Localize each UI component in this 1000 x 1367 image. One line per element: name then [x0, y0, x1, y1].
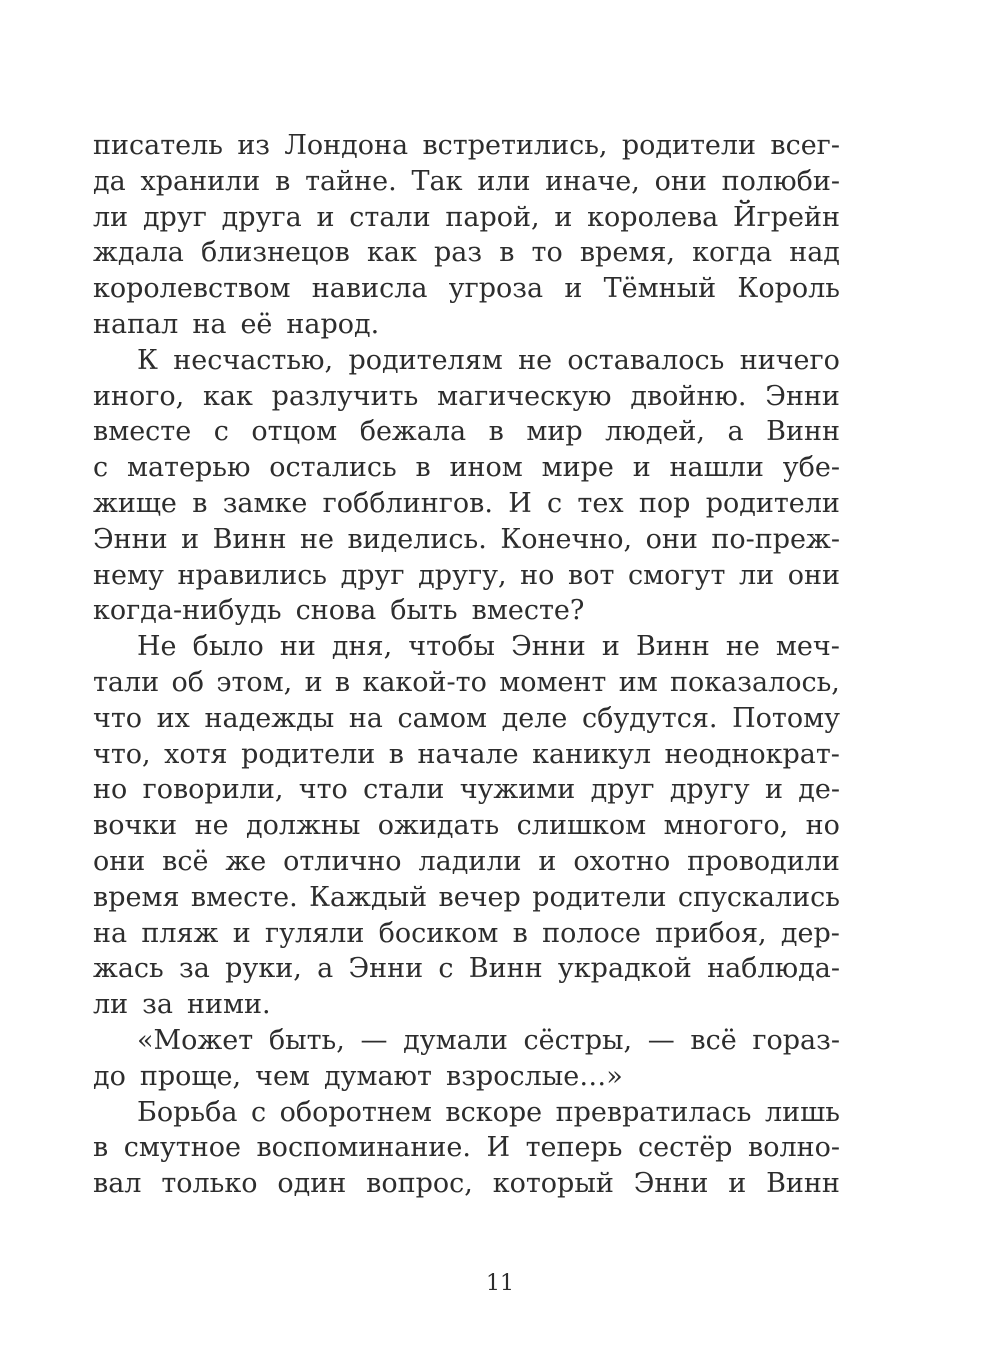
text-line: К несчастью, родителям не оставалось ничего: [137, 344, 840, 376]
text-line: на пляж и гуляли босиком в полосе прибоя, дер-: [93, 917, 840, 949]
text-line: но говорили, что стали чужими друг другу и де-: [93, 774, 840, 806]
text-line: да хранили в тайне. Так или иначе, они полюби-: [93, 165, 840, 197]
page-number: 11: [486, 1271, 514, 1296]
text-line: время вместе. Каждый вечер родители спускались: [93, 881, 840, 913]
text-line: до проще, чем думают взрослые…»: [93, 1060, 623, 1092]
text-line: когда-нибудь снова быть вместе?: [93, 595, 585, 627]
text-line: писатель из Лондона встретились, родители всег-: [93, 130, 840, 161]
text-line: с матерью остались в ином мире и нашли убе-: [93, 452, 840, 484]
text-line: ли друг друга и стали парой, и королева Йгрейн: [93, 201, 840, 233]
paragraph: [93, 343, 840, 629]
text-line: вал только один вопрос, который Энни и Винн: [93, 1168, 840, 1200]
text-line: Энни и Винн не виделись. Конечно, они по-преж-: [93, 523, 840, 555]
text-line: «Может быть, — думали сёстры, — всё гораз-: [137, 1024, 840, 1056]
paragraph: [93, 1023, 840, 1095]
text-line: Борьба с оборотнем вскоре превратилась лишь: [137, 1096, 840, 1128]
paragraph: [93, 629, 840, 1023]
text-line: вочки не должны ожидать слишком многого, но: [93, 810, 840, 842]
text-line: жище в замке гобблингов. И с тех пор родители: [93, 487, 840, 519]
text-line: в смутное воспоминание. И теперь сестёр волно-: [93, 1132, 840, 1164]
text-line: они всё же отлично ладили и охотно проводили: [93, 845, 840, 877]
text-line: жась за руки, а Энни с Винн украдкой наблюда-: [93, 953, 840, 985]
paragraph: [93, 128, 840, 343]
text-line: тали об этом, и в какой-то момент им показалось,: [93, 666, 840, 698]
text-line: вместе с отцом бежала в мир людей, а Винн: [93, 416, 840, 448]
body-text: [93, 128, 840, 1202]
text-line: что их надежды на самом деле сбудутся. Потому: [93, 702, 840, 734]
text-line: королевством нависла угроза и Тёмный Король: [93, 273, 840, 305]
paragraph: [93, 1095, 840, 1202]
text-line: нему нравились друг другу, но вот смогут ли они: [93, 559, 840, 591]
text-line: что, хотя родители в начале каникул неоднократ-: [93, 738, 840, 770]
text-line: ли за ними.: [93, 989, 271, 1021]
text-line: напал на её народ.: [93, 308, 380, 340]
text-line: иного, как разлучить магическую двойню. Энни: [93, 380, 840, 412]
text-line: Не было ни дня, чтобы Энни и Винн не меч-: [137, 631, 840, 663]
text-line: ждала близнецов как раз в то время, когда над: [93, 237, 840, 269]
